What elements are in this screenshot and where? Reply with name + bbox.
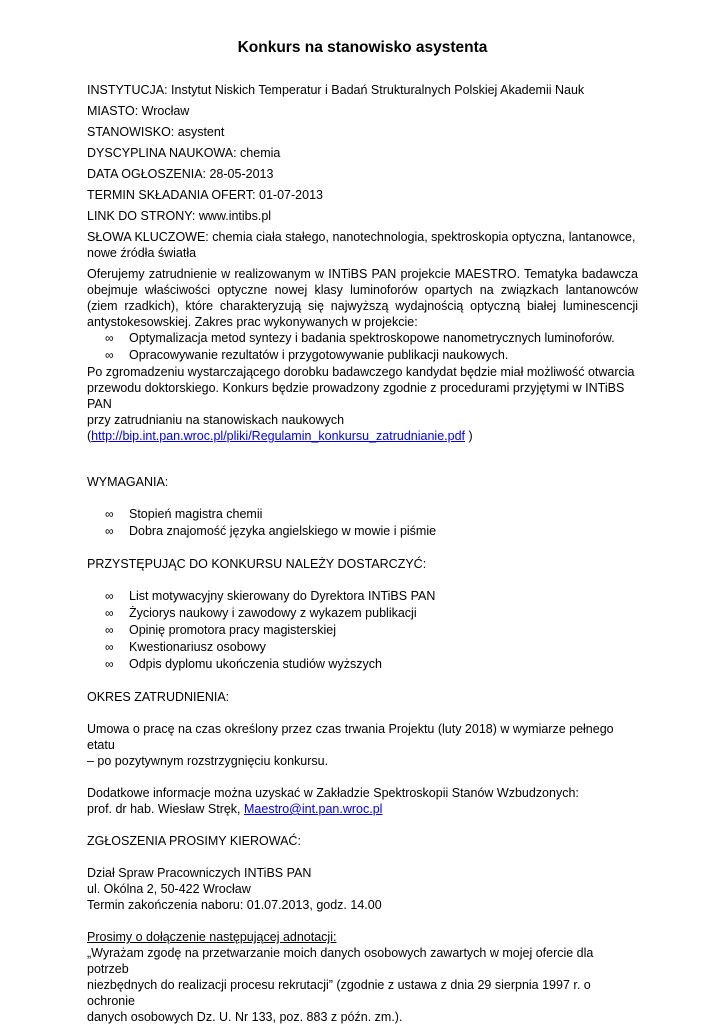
submit-heading: ZGŁOSZENIA PROSIMY KIEROWAĆ: [87, 834, 301, 848]
regulations-link[interactable]: http://bip.int.pan.wroc.pl/pliki/Regulamin_konkursu_zatrudnianie.pdf [91, 429, 465, 443]
list-item: ∞ Odpis dyplomu ukończenia studiów wyższych [105, 657, 382, 671]
infinity-bullet-icon: ∞ [105, 524, 114, 538]
website-field: LINK DO STRONY: www.intibs.pl [87, 209, 272, 223]
annotation-line2: niezbędnych do realizacji procesu rekrutacji” (zgodnie z ustawa z dnia 29 sierpnia 1997 r. o ochronie [87, 978, 591, 1008]
list-item: ∞ List motywacyjny skierowany do Dyrektora INTiBS PAN [105, 589, 436, 603]
infinity-bullet-icon: ∞ [105, 331, 114, 345]
infinity-bullet-icon: ∞ [105, 606, 114, 620]
infinity-bullet-icon: ∞ [105, 640, 114, 654]
page-title: Konkurs na stanowisko asystenta [237, 39, 488, 56]
requirements-section [87, 474, 638, 539]
offer-intro: Oferujemy zatrudnienie w realizowanym w INTiBS PAN projekcie MAESTRO. Tematyka badawcza obejmuje właściwości optyczne nowej klasy luminoforów opartych na związkach lantanowców (ziem rzadkich), które charakteryzują się najwyższą wydajnością optyczną białej luminescencji antystokesowskiej. Zakres prac wykonywanych w projekcie: [87, 267, 638, 329]
employment-heading: OKRES ZATRUDNIENIA: [87, 690, 230, 704]
infinity-bullet-icon: ∞ [105, 348, 114, 362]
infinity-bullet-icon: ∞ [105, 657, 114, 671]
infinity-bullet-icon: ∞ [105, 623, 114, 637]
offer-section [87, 266, 638, 444]
list-item: ∞ Życiorys naukowy i zawodowy z wykazem publikacji [105, 606, 417, 620]
institution-field: INSTYTUCJA: Instytut Niskich Temperatur i Badań Strukturalnych Polskiej Akademii Nauk [87, 83, 585, 97]
list-item: ∞ Optymalizacja metod syntezy i badania spektroskopowe nanometrycznych luminoforów. [105, 331, 615, 345]
requirements-heading: WYMAGANIA: [87, 475, 169, 489]
list-item: ∞ Stopień magistra chemii [105, 507, 263, 521]
keywords-field-line2: nowe źródła światła [87, 246, 197, 260]
address-line1: Dział Spraw Pracowniczych INTiBS PAN [87, 866, 312, 880]
employment-section [87, 689, 638, 769]
requirements-list [87, 506, 638, 539]
city-field: MIASTO: Wrocław [87, 104, 190, 118]
infinity-bullet-icon: ∞ [105, 507, 114, 521]
contact-section [87, 785, 638, 817]
documents-list [87, 588, 638, 672]
annotation-line1: „Wyrażam zgodę na przetwarzanie moich danych osobowych zawartych w mojej ofercie dla potrzeb [87, 946, 594, 976]
offer-after-line3: przy zatrudnianiu na stanowiskach naukowych [87, 413, 345, 427]
employment-line2: – po pozytywnym rozstrzygnięciu konkursu. [87, 754, 329, 768]
deadline-field: TERMIN SKŁADANIA OFERT: 01-07-2013 [87, 188, 323, 202]
contact-email-link[interactable]: Maestro@int.pan.wroc.pl [244, 802, 383, 816]
address-line2: ul. Okólna 2, 50-422 Wrocław [87, 882, 251, 896]
list-item: ∞ Opracowywanie rezultatów i przygotowywanie publikacji naukowych. [105, 348, 509, 362]
contact-person-line: prof. dr hab. Wiesław Stręk, Maestro@int.pan.wroc.pl [87, 802, 383, 816]
list-item: ∞ Dobra znajomość języka angielskiego w mowie i piśmie [105, 524, 437, 538]
keywords-field-line1: SŁOWA KLUCZOWE: chemia ciała stałego, nanotechnologia, spektroskopia optyczna, lantanowce, [87, 230, 636, 244]
position-field: STANOWISKO: asystent [87, 125, 225, 139]
announcement-date-field: DATA OGŁOSZENIA: 28-05-2013 [87, 167, 274, 181]
contact-line1: Dodatkowe informacje można uzyskać w Zakładzie Spektroskopii Stanów Wzbudzonych: [87, 786, 579, 800]
tasks-list [87, 330, 638, 363]
submit-section [87, 833, 638, 913]
infinity-bullet-icon: ∞ [105, 589, 114, 603]
regulations-link-line: (http://bip.int.pan.wroc.pl/pliki/Regulamin_konkursu_zatrudnianie.pdf ) [87, 429, 473, 443]
offer-after-line2: przewodu doktorskiego. Konkurs będzie prowadzony zgodnie z procedurami przyjętymi w INTiBS PAN [87, 381, 625, 411]
employment-line1: Umowa o pracę na czas określony przez czas trwania Projektu (luty 2018) w wymiarze pełnego etatu [87, 722, 614, 752]
offer-after-line1: Po zgromadzeniu wystarczającego dorobku badawczego kandydat będzie miał możliwość otwarcia [87, 365, 635, 379]
annotation-section [87, 929, 638, 1025]
annotation-heading: Prosimy o dołączenie następującej adnotacji: [87, 930, 337, 944]
list-item: ∞ Opinię promotora pracy magisterskiej [105, 623, 337, 637]
document-page [87, 38, 638, 1025]
list-item: ∞ Kwestionariusz osobowy [105, 640, 266, 654]
address-line3: Termin zakończenia naboru: 01.07.2013, godz. 14.00 [87, 898, 382, 912]
discipline-field: DYSCYPLINA NAUKOWA: chemia [87, 146, 281, 160]
job-details [87, 82, 638, 261]
annotation-line3: danych osobowych Dz. U. Nr 133, poz. 883 z późn. zm.). [87, 1010, 403, 1024]
documents-section [87, 556, 638, 672]
documents-heading: PRZYSTĘPUJĄC DO KONKURSU NALEŻY DOSTARCZYĆ: [87, 557, 427, 571]
